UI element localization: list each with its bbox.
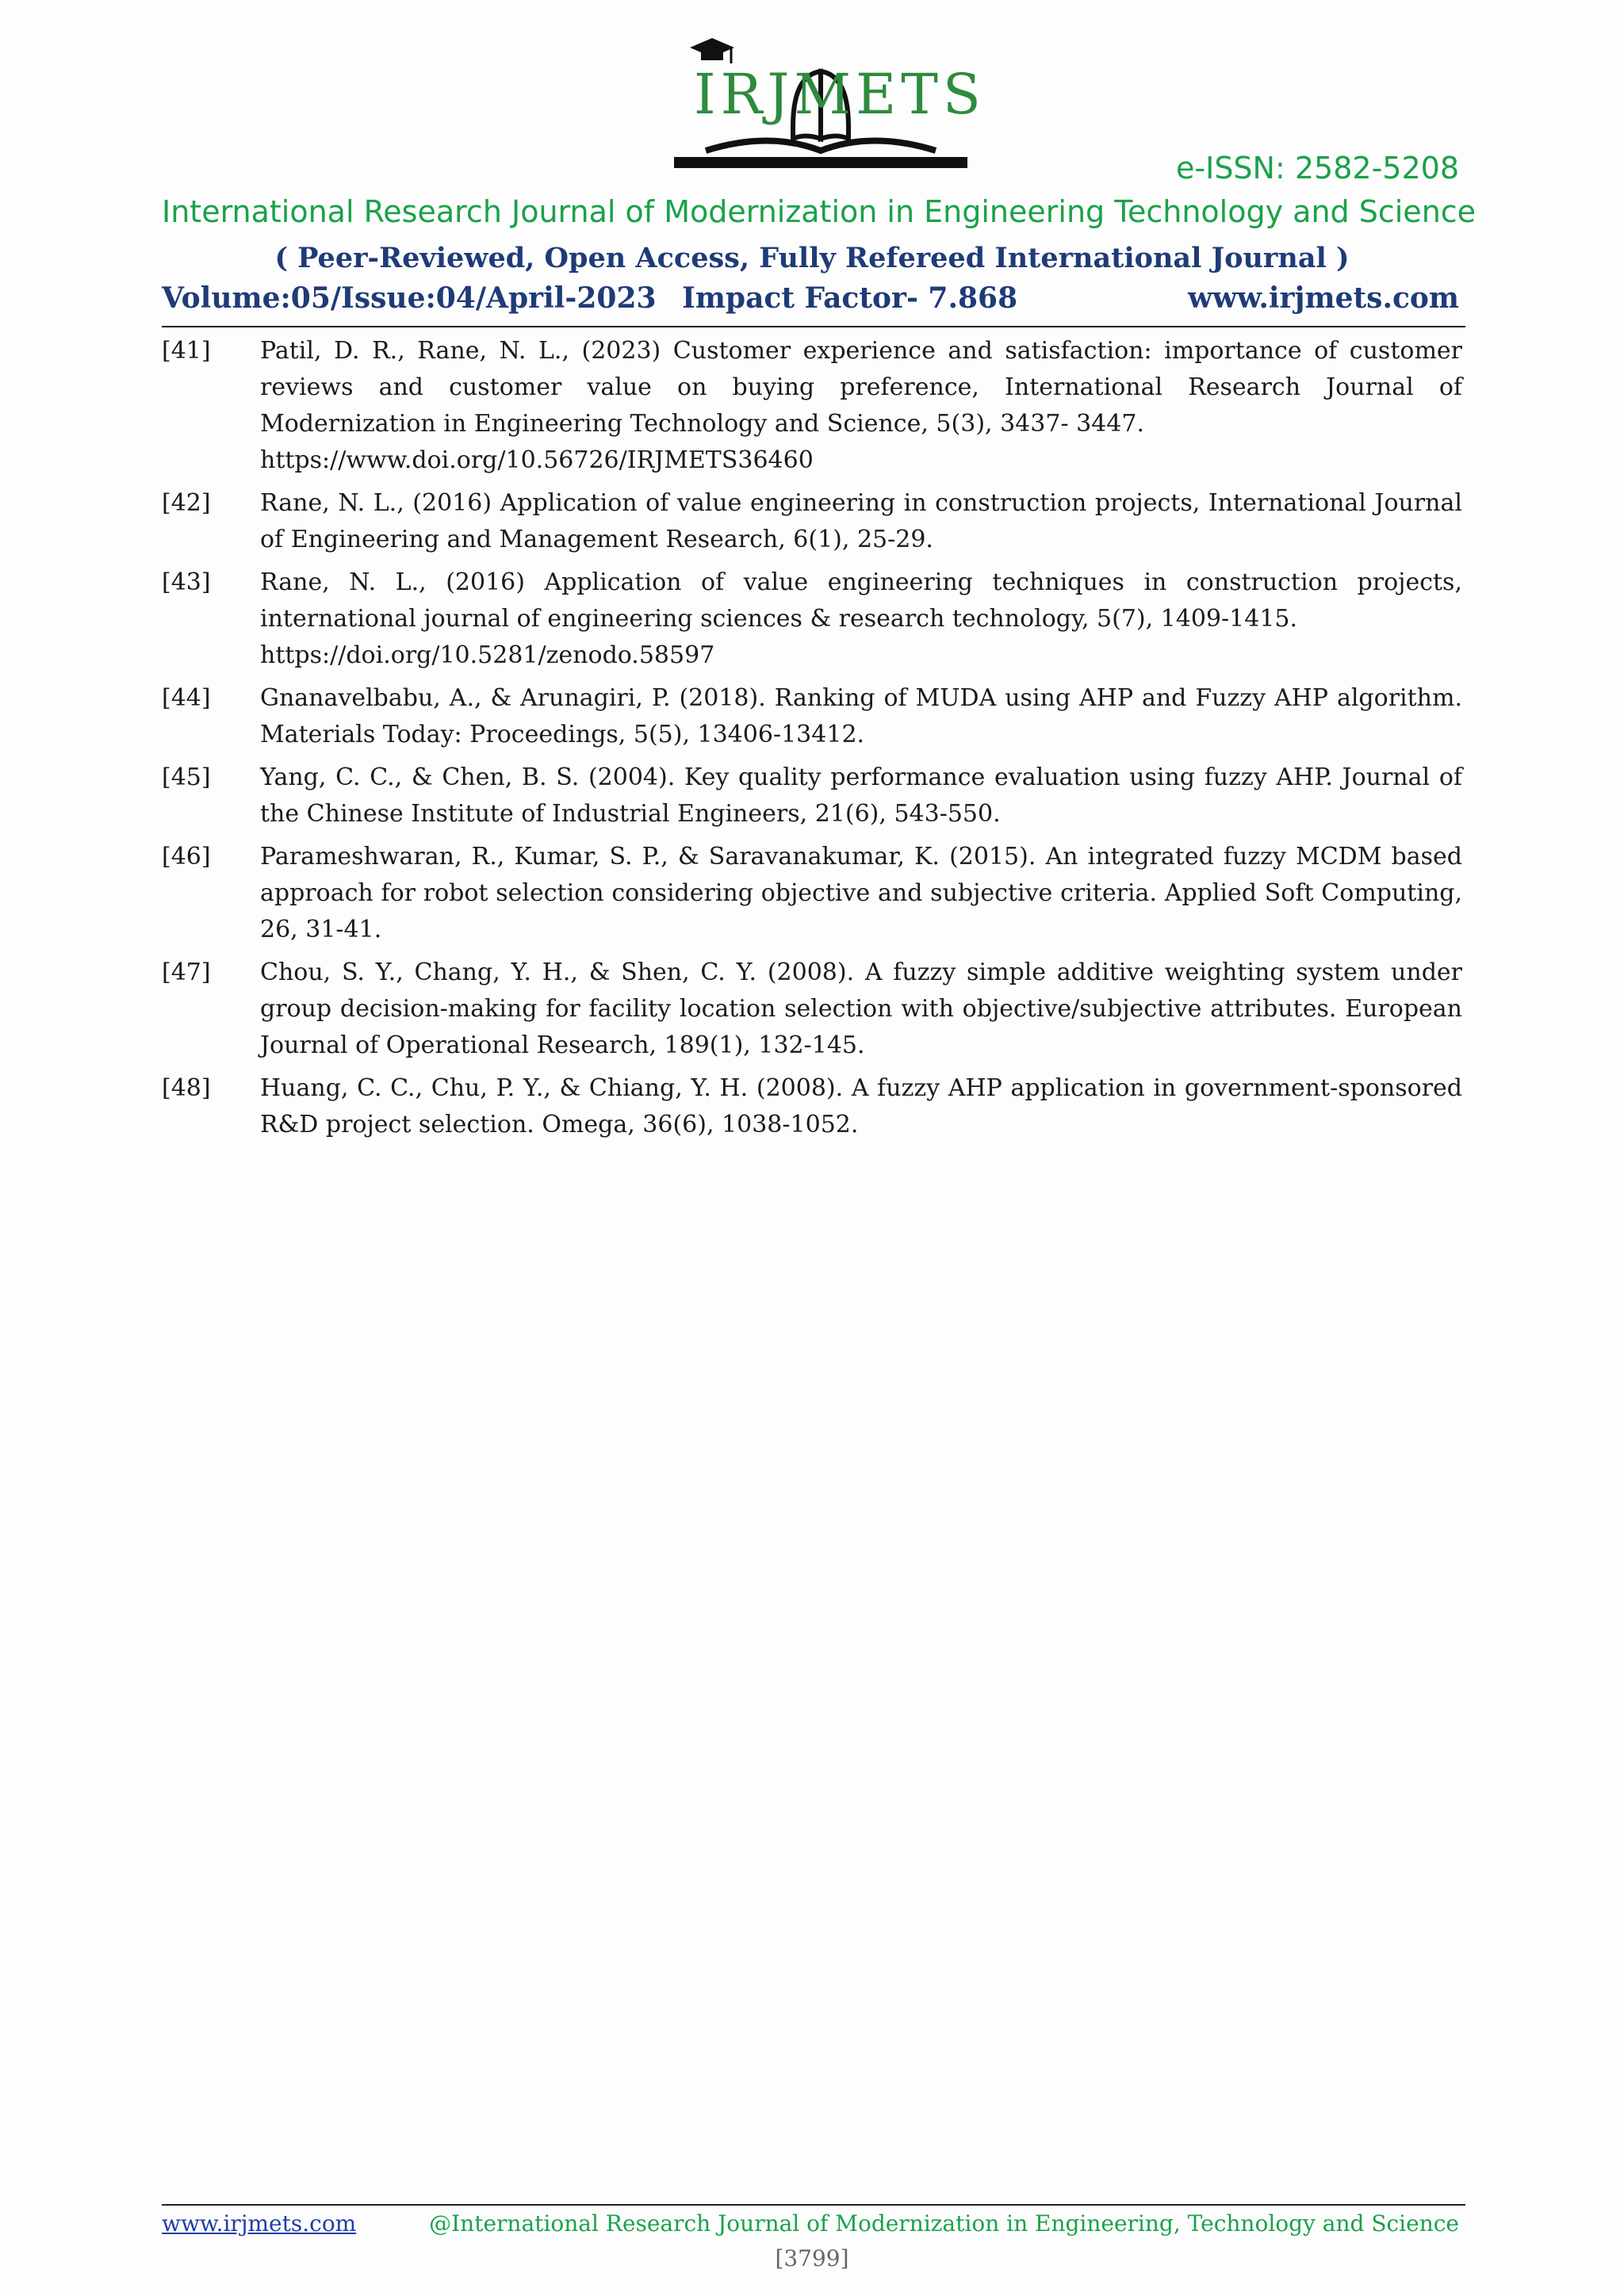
reference-body	[260, 839, 1462, 948]
reference-body	[260, 1070, 1462, 1143]
reference-body	[260, 760, 1462, 832]
reference-number: [44]	[162, 684, 211, 712]
reference-number: [48]	[162, 1074, 211, 1102]
footer-journal-name: @International Research Journal of Modernization in Engineering, Technology and Science	[429, 2210, 1459, 2237]
reference-body	[260, 680, 1462, 753]
reference-body	[260, 485, 1462, 558]
reference-number: [43]	[162, 568, 211, 596]
reference-list	[162, 333, 1462, 1150]
reference-body	[260, 564, 1462, 674]
logo-text: IRJMETS	[694, 62, 986, 127]
header-divider	[162, 326, 1465, 327]
footer-divider	[162, 2204, 1465, 2206]
reference-item	[162, 485, 1462, 558]
volume-issue-label: Volume:05/Issue:04/April-2023	[162, 281, 657, 315]
reference-text: Huang, C. C., Chu, P. Y., & Chiang, Y. H. (2008). A fuzzy AHP application in government-sponsored R&D project selection. Omega, 36(6), 1038-1052.	[260, 1074, 1462, 1138]
reference-doi-link[interactable]: https://www.doi.org/10.56726/IRJMETS36460	[260, 446, 814, 474]
journal-subtitle: ( Peer-Reviewed, Open Access, Fully Refereed International Journal )	[274, 242, 1350, 274]
reference-item	[162, 839, 1462, 948]
issue-meta-row	[162, 281, 1459, 321]
reference-item	[162, 1070, 1462, 1143]
reference-number: [41]	[162, 337, 211, 365]
reference-body	[260, 333, 1462, 479]
header-website[interactable]: www.irjmets.com	[1188, 281, 1459, 315]
reference-text: Parameshwaran, R., Kumar, S. P., & Saravanakumar, K. (2015). An integrated fuzzy MCDM based approach for robot selection considering objective and subjective criteria. Applied Soft Computing, 26, 31-41.	[260, 843, 1462, 943]
footer-website-link[interactable]: www.irjmets.com	[162, 2210, 357, 2237]
reference-number: [46]	[162, 843, 211, 871]
reference-item	[162, 333, 1462, 479]
reference-item	[162, 680, 1462, 753]
reference-body	[260, 955, 1462, 1064]
reference-text: Rane, N. L., (2016) Application of value engineering in construction projects, International Journal of Engineering and Management Research, 6(1), 25-29.	[260, 489, 1462, 553]
reference-number: [42]	[162, 489, 211, 517]
reference-text: Rane, N. L., (2016) Application of value engineering techniques in construction projects, international journal of engineering sciences & research technology, 5(7), 1409-1415.	[260, 568, 1462, 633]
reference-number: [47]	[162, 959, 211, 986]
journal-logo	[674, 32, 986, 174]
eissn-label: e-ISSN: 2582-5208	[1176, 151, 1459, 186]
reference-item	[162, 760, 1462, 832]
reference-text: Patil, D. R., Rane, N. L., (2023) Customer experience and satisfaction: importance of customer reviews and customer value on buying preference, International Research Journal of Modernization in Engineering Technology and Science, 5(3), 3437- 3447.	[260, 337, 1462, 438]
reference-text: Gnanavelbabu, A., & Arunagiri, P. (2018). Ranking of MUDA using AHP and Fuzzy AHP algorithm. Materials Today: Proceedings, 5(5), 13406-13412.	[260, 684, 1462, 748]
reference-doi-link[interactable]: https://doi.org/10.5281/zenodo.58597	[260, 641, 715, 669]
reference-number: [45]	[162, 763, 211, 791]
reference-text: Yang, C. C., & Chen, B. S. (2004). Key quality performance evaluation using fuzzy AHP. Journal of the Chinese Institute of Industrial Engineers, 21(6), 543-550.	[260, 763, 1462, 828]
impact-factor-label: Impact Factor- 7.868	[682, 281, 1018, 315]
reference-text: Chou, S. Y., Chang, Y. H., & Shen, C. Y. (2008). A fuzzy simple additive weighting system under group decision-making for facility location selection with objective/subjective attributes. European Journal of Operational Research, 189(1), 132-145.	[260, 959, 1462, 1059]
reference-item	[162, 955, 1462, 1064]
reference-item	[162, 564, 1462, 674]
page-number: [3799]	[775, 2245, 849, 2271]
journal-title: International Research Journal of Modernization in Engineering Technology and Science	[162, 194, 1477, 229]
